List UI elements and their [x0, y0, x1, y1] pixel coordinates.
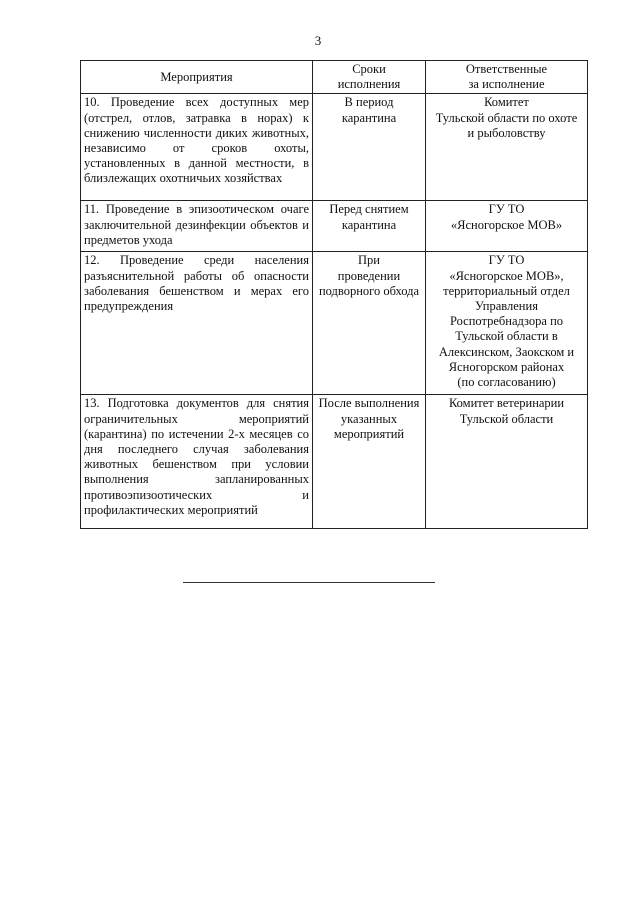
cell-text: После выполнения указанных мероприятий: [318, 396, 420, 441]
responsible-cell: [426, 395, 588, 529]
activity-cell: 10. Проведение всех доступных мер (отстрел, отлов, затравка в норах) к снижению численности диких животных, независимо от сроков охоты, установленных в данной местности, в близлежащих охотничьих хозяйствах: [81, 94, 313, 201]
measures-table: [80, 60, 588, 529]
cell-text: Перед снятием карантина: [329, 202, 409, 232]
term-cell: [313, 395, 426, 529]
term-cell: [313, 201, 426, 252]
cell-text: Мероприятия: [160, 69, 233, 84]
table-header-row: [81, 61, 588, 94]
page-number: 3: [314, 33, 322, 48]
cell-text: Сроки исполнения: [337, 62, 401, 92]
table-row: [81, 252, 588, 395]
activity-cell: 12. Проведение среди населения разъяснительной работы об опасности заболевания бешенством и мерах его предупреждения: [81, 252, 313, 395]
cell-text: В период карантина: [341, 95, 397, 125]
cell-text: ГУ ТО «Ясногорское МОВ»: [450, 202, 563, 232]
header-activities: [81, 61, 313, 94]
header-terms: [313, 61, 426, 94]
term-cell: [313, 94, 426, 201]
separator-line: [183, 582, 435, 583]
cell-text: При проведении подворного обхода: [318, 253, 420, 298]
cell-text: Комитет Тульской области по охоте и рыболовству: [435, 95, 578, 140]
activity-cell: 13. Подготовка документов для снятия ограничительных мероприятий (карантина) по истечении 2-х месяцев со дня последнего случая заболевания животных бешенством при условии выполнения запланированных противоэпизоотических и профилактических мероприятий: [81, 395, 313, 529]
table-row: [81, 395, 588, 529]
responsible-cell: [426, 201, 588, 252]
cell-text: ГУ ТО «Ясногорское МОВ», территориальный отдел Управления Роспотребнадзора по Тульской области в Алексинском, Заокском и Ясногорском районах (по согласованию): [438, 253, 575, 390]
cell-text: Ответственные за исполнение: [465, 62, 548, 92]
header-responsible: [426, 61, 588, 94]
table-row: [81, 201, 588, 252]
table-row: [81, 94, 588, 201]
term-cell: [313, 252, 426, 395]
activity-cell: 11. Проведение в эпизоотическом очаге заключительной дезинфекции объектов и предметов ухода: [81, 201, 313, 252]
responsible-cell: [426, 94, 588, 201]
responsible-cell: [426, 252, 588, 395]
cell-text: Комитет ветеринарии Тульской области: [448, 396, 565, 426]
